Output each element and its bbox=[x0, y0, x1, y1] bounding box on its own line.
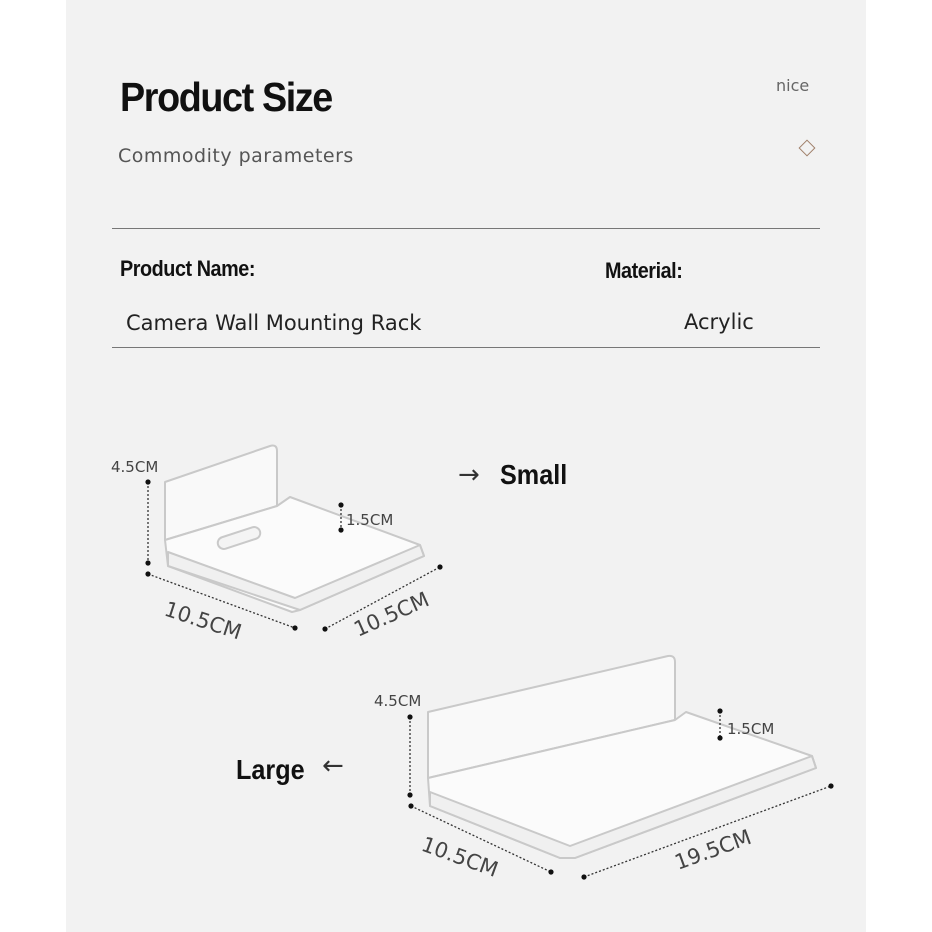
large-width-label: 19.5CM bbox=[671, 824, 755, 875]
small-size-label: Small bbox=[500, 459, 568, 490]
arrow-left-icon: ← bbox=[322, 751, 344, 781]
small-depth-label: 10.5CM bbox=[161, 596, 245, 645]
product-name-label: Product Name: bbox=[120, 256, 255, 281]
large-shelf-drawing bbox=[428, 656, 816, 858]
page-title: Product Size bbox=[120, 74, 332, 120]
small-height-label: 4.5CM bbox=[111, 458, 159, 476]
small-width-label: 10.5CM bbox=[350, 587, 433, 642]
material-value: Acrylic bbox=[684, 310, 754, 334]
small-lip-label: 1.5CM bbox=[346, 511, 394, 529]
material-label: Material: bbox=[605, 258, 683, 283]
corner-tag: nice bbox=[776, 76, 810, 95]
large-depth-label: 10.5CM bbox=[418, 832, 502, 882]
large-size-label: Large bbox=[236, 754, 305, 785]
page-subtitle: Commodity parameters bbox=[118, 145, 354, 167]
large-lip-label: 1.5CM bbox=[727, 720, 775, 738]
product-name-value: Camera Wall Mounting Rack bbox=[126, 311, 422, 335]
arrow-right-icon: → bbox=[458, 460, 480, 490]
large-height-label: 4.5CM bbox=[374, 692, 422, 710]
